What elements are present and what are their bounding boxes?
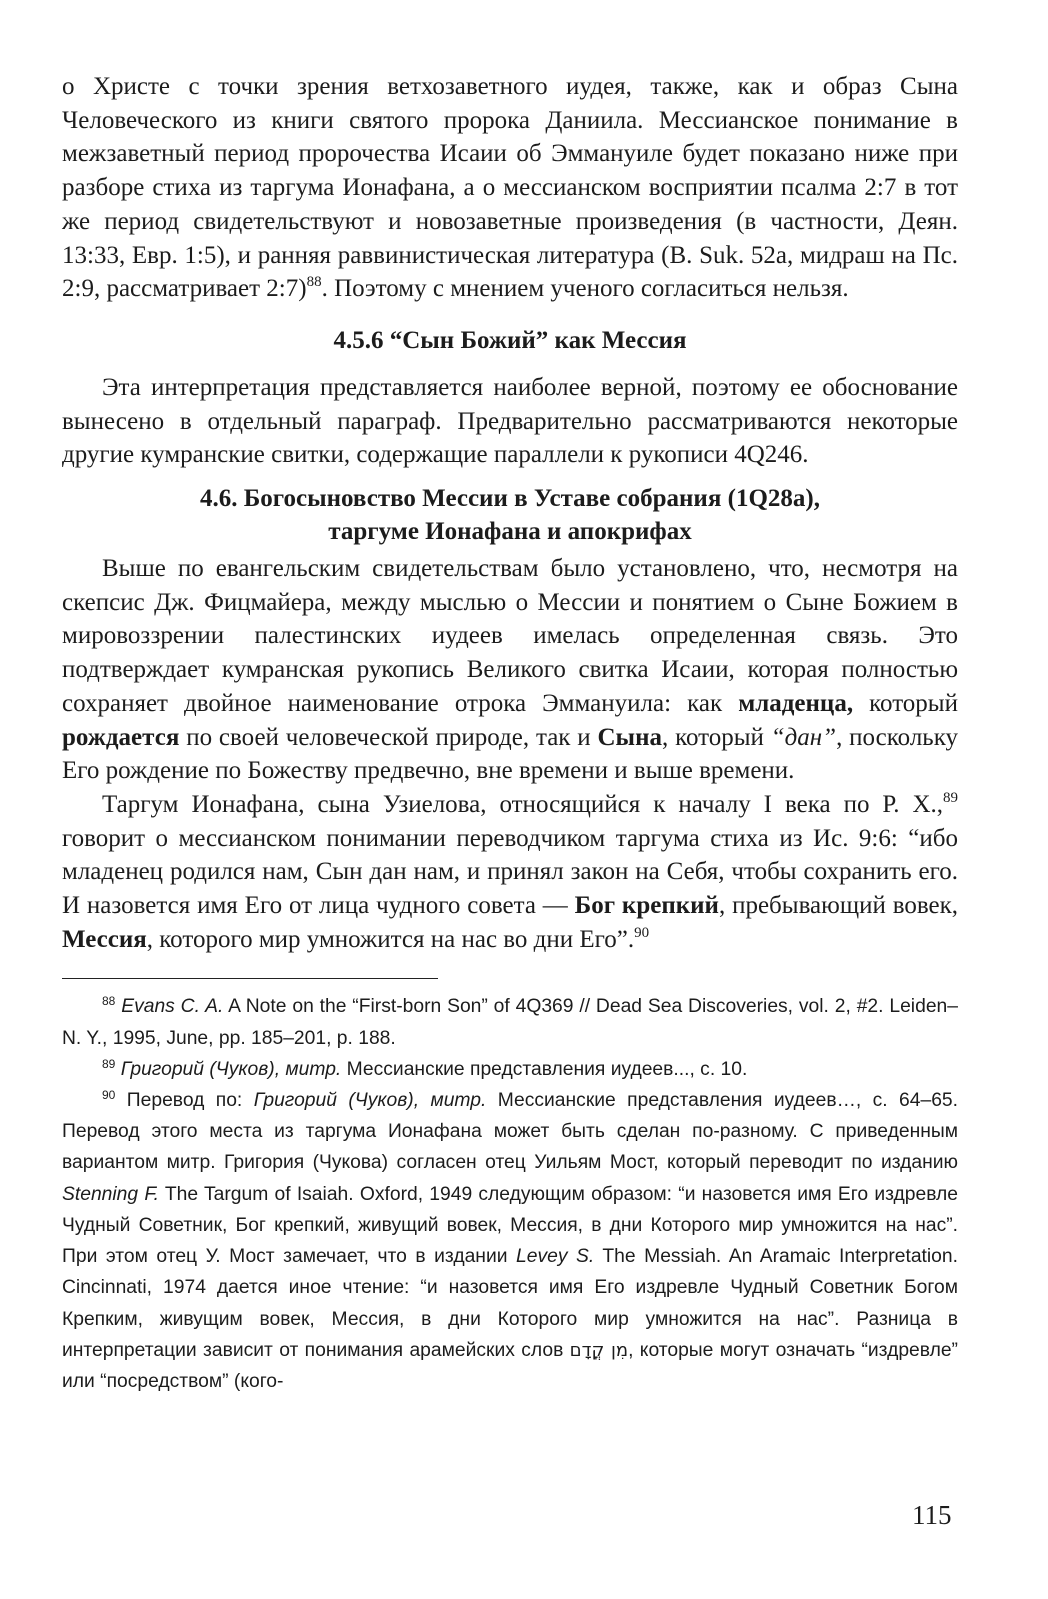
bold-term-is-born: рождается: [62, 723, 180, 751]
bold-term-messiah: Мессия: [62, 925, 147, 953]
paragraph-1-text: о Христе с точки зрения ветхозаветного иудея, также, как и образ Сына Человеческого из книги святого пророка Даниила. Мессианское понимание в межзаветный период пророчества Исаии об Эммануиле будет показано ниже при разборе стиха из таргума Ионафана, а о мессианском восприятии псалма 2:7 в тот же период свидетельствуют и новозаветные произведения (в частности, Деян. 13:33, Евр. 1:5), и ранняя раввинистическая литература (В. Suk. 52a, мидраш на Пс. 2:9, рассматривает 2:7): [62, 73, 958, 303]
bold-term-mighty-god: Бог крепкий: [574, 892, 719, 920]
section-heading-4-6-line1: 4.6. Богосыновство Мессии в Уставе собрания (1Q28a),: [200, 485, 820, 513]
footnote-author: Levey S.: [516, 1246, 595, 1268]
footnote-text: The Messiah. An Aramaic Interpretation. Cincinnati, 1974 дается иное чтение: “и назовется имя Его издревле Чудный Советник Богом Крепким, живущим вовек, Мессия, в дни Которого мир умножится на нас”. Разница в интерпретации зависит от понимания арамейских слов: [62, 1246, 958, 1361]
footnote-90: [62, 1085, 958, 1397]
footnote-author: Evans C. A.: [121, 996, 224, 1018]
footnote-author: Григорий (Чуков), митр.: [120, 1058, 342, 1080]
bold-term-infant: младенца,: [738, 689, 854, 717]
page-number: 115: [912, 1500, 952, 1530]
paragraph-3-text: , который: [661, 723, 771, 751]
footnote-88: [62, 991, 958, 1053]
footnote-ref-90[interactable]: 90: [634, 924, 650, 941]
footnote-text: A Note on the “First-born Son” of 4Q369 // Dead Sea Discoveries, vol. 2, #2. Leiden–N. Y., 1995, June, pp. 185–201, p. 188.: [62, 996, 958, 1049]
aramaic-words: מִן קֳדָם: [569, 1339, 629, 1361]
footnote-text: Перевод по:: [126, 1090, 254, 1112]
footnote-89: [62, 1054, 958, 1085]
footnote-text: , которые могут означать “издревле” или “посредством” (кого-: [62, 1339, 958, 1392]
paragraph-1: [62, 70, 958, 306]
footnote-number: 89: [102, 1056, 116, 1071]
paragraph-3: [62, 552, 958, 788]
paragraph-3-text: по своей человеческой природе, так и: [179, 723, 598, 751]
page-content: [62, 70, 958, 1397]
paragraph-3-text: , поскольку Его рождение по Божеству предвечно, вне времени и выше времени.: [62, 723, 958, 785]
footnote-number: 90: [102, 1088, 116, 1103]
italic-term-given: “дан”: [770, 723, 837, 751]
paragraph-4-text: Таргум Ионафана, сына Узиелова, относящийся к началу I века по Р. Х.,: [102, 790, 943, 818]
footnote-ref-88[interactable]: 88: [306, 274, 322, 291]
section-heading-4-6: [62, 482, 958, 548]
footnote-ref-89[interactable]: 89: [943, 789, 958, 806]
section-heading-4-6-line2: таргуме Ионафана и апокрифах: [328, 518, 692, 546]
paragraph-1-text-after: . Поэтому с мнением ученого согласиться нельзя.: [321, 275, 849, 303]
bold-term-son: Сына: [597, 723, 662, 751]
paragraph-4-text: , пребывающий вовек,: [718, 892, 958, 920]
section-heading-4-5-6: 4.5.6 “Сын Божий” как Мессия: [333, 326, 687, 354]
paragraph-3-text: который: [853, 689, 958, 717]
paragraph-4: [62, 788, 958, 957]
paragraph-3-text: Выше по евангельским свидетельствам было установлено, что, несмотря на скепсис Дж. Фицмайера, между мыслью о Мессии и понятием о Сыне Божием в мировоззрении палестинских иудеев имелась определенная связь. Это подтверждает кумранская рукопись Великого свитка Исаии, которая полностью сохраняет двойное наименование отрока Эммануила: как: [62, 555, 958, 717]
footnote-number: 88: [102, 994, 116, 1009]
footnote-text: The Targum of Isaiah. Oxford, 1949 следующим образом: “и назовется имя Его издревле Чудный Советник, Бог крепкий, живущий вовек, Мессия, в дни Которого мир умножится на нас”. При этом отец У. Мост замечает, что в издании: [62, 1183, 958, 1268]
footnote-divider: [62, 978, 438, 979]
paragraph-4-text: , которого мир умножится на нас во дни Его”.: [146, 925, 635, 953]
footnote-text: Мессианские представления иудеев..., с. 10.: [341, 1058, 748, 1080]
footnote-text: Мессианские представления иудеев…, с. 64–65. Перевод этого места из таргума Ионафана может быть сделан по-разному. С приведенным вариантом митр. Григория (Чукова) согласен отец Уильям Мост, который переводит по изданию: [62, 1090, 958, 1174]
paragraph-4-text: говорит о мессианском понимании переводчиком таргума стиха из Ис. 9:6: “ибо младенец родился нам, Сын дан нам, и принял закон на Себя, чтобы сохранить его. И назовется имя Его от лица чудного совета —: [62, 824, 958, 920]
paragraph-2: Эта интерпретация представляется наиболее верной, поэтому ее обоснование вынесено в отдельный параграф. Предварительно рассматриваются некоторые другие кумранские свитки, содержащие параллели к рукописи 4Q246.: [62, 373, 958, 469]
footnote-author: Григорий (Чуков), митр.: [253, 1090, 487, 1112]
footnote-author: Stenning F.: [62, 1183, 159, 1205]
